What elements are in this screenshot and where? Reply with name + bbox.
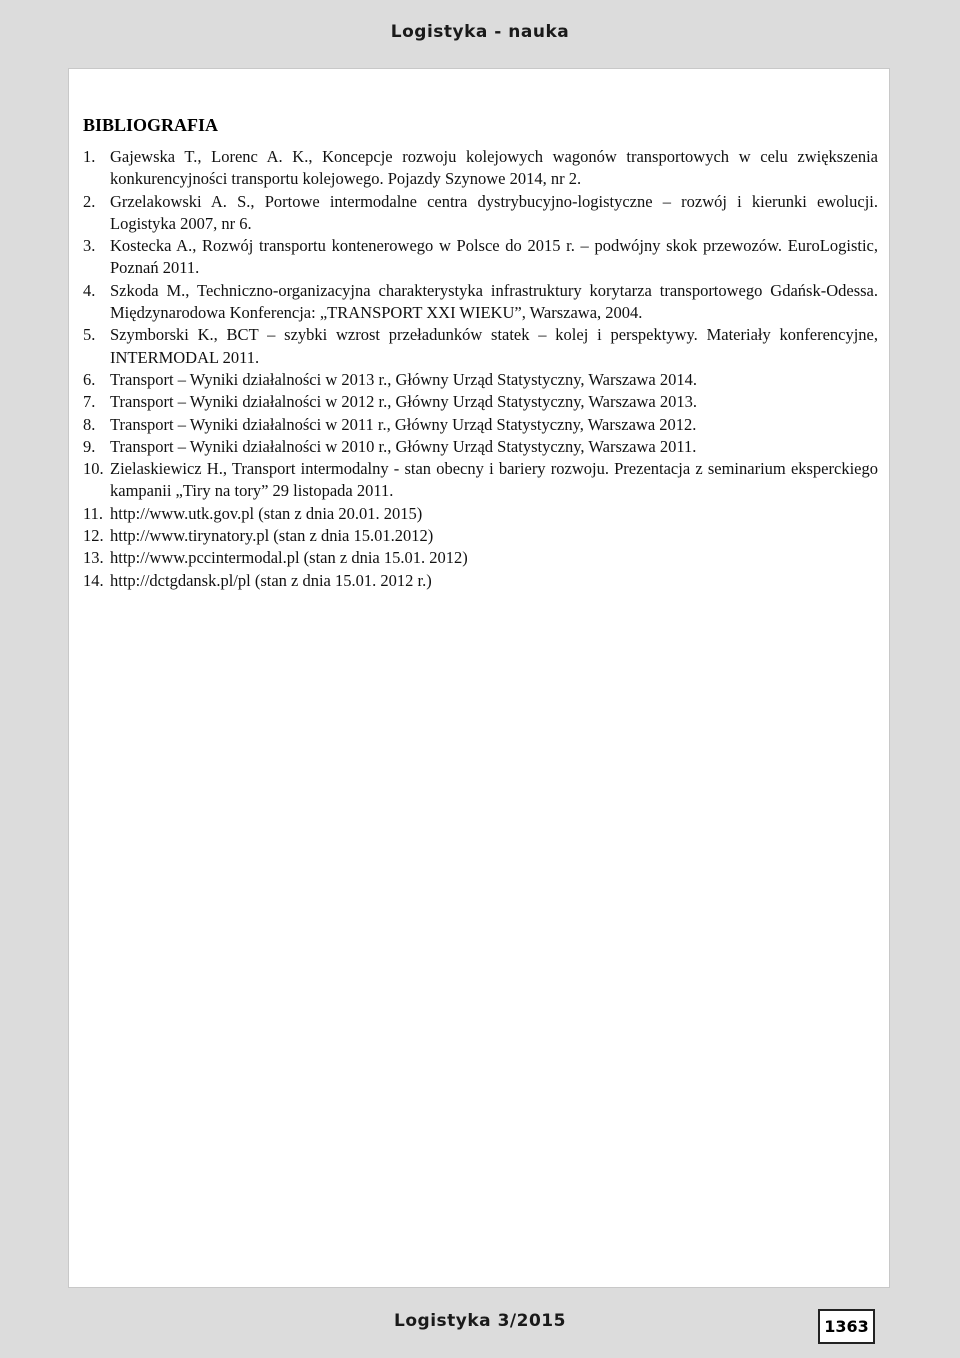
item-link[interactable]: http://www.tirynatory.pl (stan z dnia 15.01.2012): [110, 526, 434, 546]
bibliography-item: [83, 458, 878, 503]
item-number: 2.: [83, 191, 96, 211]
bibliography-item: [83, 525, 878, 547]
item-number: 3.: [83, 236, 96, 256]
bibliography-item: [83, 235, 878, 280]
item-text: Grzelakowski A. S., Portowe intermodalne centra dystrybucyjno-logistyczne – rozwój i kierunki ewolucji. Logistyka 2007, nr 6.: [110, 191, 878, 233]
bibliography-item: [83, 391, 878, 413]
bibliography-item: [83, 191, 878, 236]
item-text: Szymborski K., BCT – szybki wzrost przeładunków statek – kolej i perspektywy. Materiały konferencyjne, INTERMODAL 2011.: [110, 325, 878, 367]
bibliography-item: [83, 503, 878, 525]
page-number-box: [818, 1309, 875, 1344]
bibliography-item: [83, 369, 878, 391]
bibliography-item: [83, 547, 878, 569]
item-number: 13.: [83, 548, 104, 568]
page-number: 1363: [824, 1317, 869, 1336]
item-number: 8.: [83, 414, 96, 434]
journal-section-header: Logistyka - nauka: [390, 22, 570, 42]
journal-issue-footer: Logistyka 3/2015: [394, 1311, 566, 1331]
bibliography-title: BIBLIOGRAFIA: [83, 115, 219, 135]
item-number: 5.: [83, 325, 96, 345]
item-text: Transport – Wyniki działalności w 2013 r., Główny Urząd Statystyczny, Warszawa 2014.: [110, 369, 697, 389]
item-number: 11.: [83, 503, 104, 523]
item-link[interactable]: http://www.utk.gov.pl (stan z dnia 20.01. 2015): [110, 503, 423, 523]
item-number: 4.: [83, 280, 96, 300]
item-number: 10.: [83, 459, 104, 479]
item-number: 1.: [83, 147, 96, 166]
item-text: Zielaskiewicz H., Transport intermodalny - stan obecny i bariery rozwoju. Prezentacja z seminarium eksperckiego kampanii „Tiry na tory” 29 listopada 2011.: [110, 459, 878, 501]
bibliography-item: [83, 146, 878, 191]
item-text: Transport – Wyniki działalności w 2010 r., Główny Urząd Statystyczny, Warszawa 2011.: [110, 436, 697, 456]
item-number: 9.: [83, 436, 96, 456]
item-number: 12.: [83, 526, 104, 546]
item-number: 6.: [83, 369, 96, 389]
bibliography-item: [83, 414, 878, 436]
item-text: Transport – Wyniki działalności w 2011 r., Główny Urząd Statystyczny, Warszawa 2012.: [110, 414, 697, 434]
item-text: Kostecka A., Rozwój transportu kontenerowego w Polsce do 2015 r. – podwójny skok przewozów. EuroLogistic, Poznań 2011.: [110, 236, 878, 278]
item-link[interactable]: http://dctgdansk.pl/pl (stan z dnia 15.01. 2012 r.): [110, 570, 432, 590]
bibliography-list: [83, 146, 878, 592]
bibliography-item: [83, 570, 878, 592]
item-link[interactable]: http://www.pccintermodal.pl (stan z dnia 15.01. 2012): [110, 548, 468, 568]
item-text: Szkoda M., Techniczno-organizacyjna charakterystyka infrastruktury korytarza transportowego Gdańsk-Odessa. Międzynarodowa Konferencja: „TRANSPORT XXI WIEKU”, Warszawa, 2004.: [110, 280, 878, 323]
item-number: 14.: [83, 570, 104, 590]
item-text: Gajewska T., Lorenc A. K., Koncepcje rozwoju kolejowych wagonów transportowych w celu zwiększenia konkurencyjności transportu kolejowego. Pojazdy Szynowe 2014, nr 2.: [110, 147, 878, 189]
bibliography-item: [83, 324, 878, 369]
item-number: 7.: [83, 392, 96, 412]
item-text: Transport – Wyniki działalności w 2012 r., Główny Urząd Statystyczny, Warszawa 2013.: [110, 392, 697, 412]
bibliography-item: [83, 280, 878, 325]
bibliography-item: [83, 436, 878, 458]
